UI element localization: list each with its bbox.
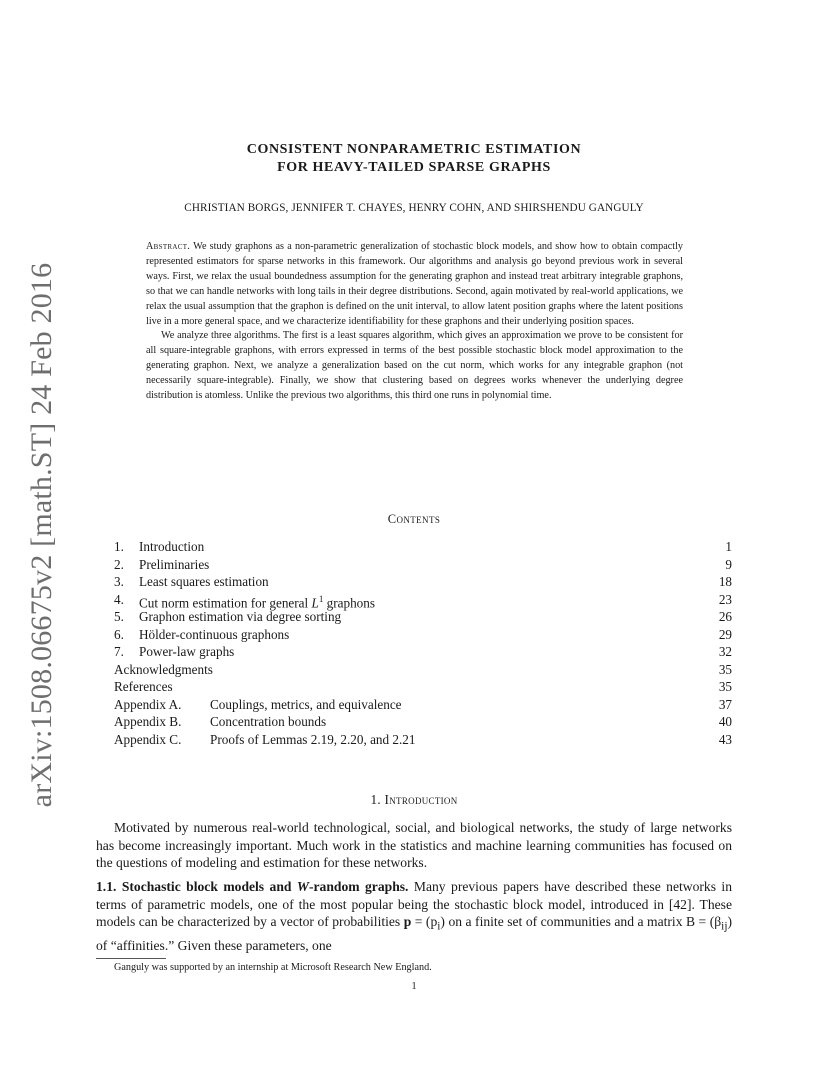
abstract-heading: Abstract. [146,241,191,252]
toc-title: Hölder-continuous graphons [139,626,290,642]
toc-entry[interactable] [114,661,732,679]
subscript-ij: ij [721,920,728,933]
paper-title-line-1: CONSISTENT NONPARAMETRIC ESTIMATION [246,142,582,157]
toc-page: 29 [718,626,732,642]
paper-title-line-2: FOR HEAVY-TAILED SPARSE GRAPHS [277,160,551,175]
toc-page: 40 [718,714,732,729]
toc-number: 7. [114,644,124,659]
toc-title: Graphon estimation via degree sorting [139,609,342,624]
abstract-paragraph-1 [146,240,683,329]
toc-entry[interactable] [114,591,732,609]
abstract [146,240,683,404]
toc-page: 26 [718,609,732,624]
body-text-part: ) on a finite set of communities and a matrix B = (β [440,914,722,930]
toc-number: Appendix C. [114,731,182,747]
abstract-text-1: We study graphons as a non-parametric generalization of stochastic block models, and show how to obtain compactly represented estimators for sparse networks in this framework. Our algorithms and analysis go beyond previous work in several ways. First, we relax the usual boundedness assumption for the generating graphon and instead treat arbitrary integrable graphons, so that we can handle networks with long tails in their degree distributions. Second, again motivated by real-world applications, we relax the usual assumption that the graphon is defined on the unit interval, to allow latent position graphs where the latent positions live in a more general space, and we characterize identifiability for these graphons and their underlying position spaces. [146,241,683,327]
toc-entry[interactable] [114,696,732,714]
toc-page: 23 [718,591,732,607]
intro-paragraph: Motivated by numerous real-world technological, social, and biological networks, the study of large networks has become increasingly important. Much work in the statistics and machine learning communities has focused on the questions of modeling and estimation for these networks. [96,820,732,871]
toc-page: 37 [718,696,732,712]
toc-entry[interactable] [114,538,732,556]
toc-page: 9 [725,556,732,572]
toc-number: 3. [114,574,124,589]
toc-entry[interactable] [114,643,732,661]
toc-title: References [114,679,173,694]
toc-number: 6. [114,626,124,642]
toc-title: Acknowledgments [114,661,213,677]
toc-number: Appendix B. [114,714,182,729]
toc-entry[interactable] [114,556,732,574]
table-of-contents [114,538,732,748]
toc-page: 1 [725,539,732,554]
abstract-paragraph-2: We analyze three algorithms. The first is a least squares algorithm, which gives an approximation we prove to be consistent for all square-integrable graphons, with errors expressed in terms of the best possible stochastic block model approximation to the generating graphon. Next, we analyze a generalization based on the cut norm, which works for any integrable graphon (not necessarily square-integrable). Finally, we show that clustering based on degrees works whenever the underlying degree distribution is atomless. Unlike the previous two algorithms, this third one runs in polynomial time. [146,330,683,402]
toc-number: 1. [114,539,124,554]
body-text-part: = (p [411,914,438,930]
toc-title: Concentration bounds [210,714,327,729]
body-text-part: ) of “affinities.” Given these parameters, one [96,914,736,953]
math-vector-p: p [403,914,412,930]
page-number: 1 [411,981,417,992]
toc-title: Least squares estimation [139,574,269,589]
author-list: CHRISTIAN BORGS, JENNIFER T. CHAYES, HENRY COHN, AND SHIRSHENDU GANGULY [184,202,644,214]
toc-title: Couplings, metrics, and equivalence [210,696,402,712]
toc-page: 35 [718,679,732,694]
toc-page: 35 [718,661,732,677]
footnote-rule [96,958,166,959]
arxiv-identifier-stamp [22,262,62,808]
subsection-heading [122,879,409,894]
toc-entry[interactable] [114,731,732,749]
toc-title-part: graphons [323,594,375,610]
toc-title-part: Cut norm estimation for general [139,594,312,610]
toc-entry[interactable] [114,626,732,644]
toc-entry[interactable] [114,608,732,626]
section-heading-introduction [0,792,828,808]
toc-title: Introduction [139,539,205,554]
toc-number: 4. [114,591,124,607]
subsection-heading-part: -random graphs. [308,879,409,894]
arxiv-stamp-text: arXiv:1508.06675v2 [math.ST] 24 Feb 2016 [25,262,58,808]
toc-entry[interactable] [114,573,732,591]
toc-title: Preliminaries [139,556,210,572]
toc-number: Appendix A. [114,696,182,712]
toc-title: Proofs of Lemmas 2.19, 2.20, and 2.21 [210,731,416,747]
toc-page: 32 [718,644,732,659]
superscript-1: 1 [318,593,324,604]
section-number: 1. [370,792,381,807]
subsection-heading-part: Stochastic block models and [121,879,297,894]
toc-title: Power-law graphs [139,644,235,659]
body-text-part: Many previous papers have described these networks in terms of parametric models, one of the most popular being the stochastic block model, introduced in [42]. These models can be characterized by a vector of probabilities [96,879,736,930]
toc-entry[interactable] [114,713,732,731]
toc-page: 18 [718,574,732,589]
subscript-i: i [437,920,441,933]
section-title-text: Introduction [384,792,458,807]
subsection-paragraph [96,878,736,954]
contents-title: Contents [387,512,441,526]
toc-page: 43 [718,731,732,747]
math-symbol-w: W [296,879,309,894]
toc-number: 5. [114,609,124,624]
toc-number: 2. [114,556,124,572]
subsection-number: 1.1. [96,879,117,894]
footnote: Ganguly was supported by an internship at Microsoft Research New England. [114,962,432,973]
toc-entry[interactable] [114,678,732,696]
math-symbol-l: L [311,594,319,610]
